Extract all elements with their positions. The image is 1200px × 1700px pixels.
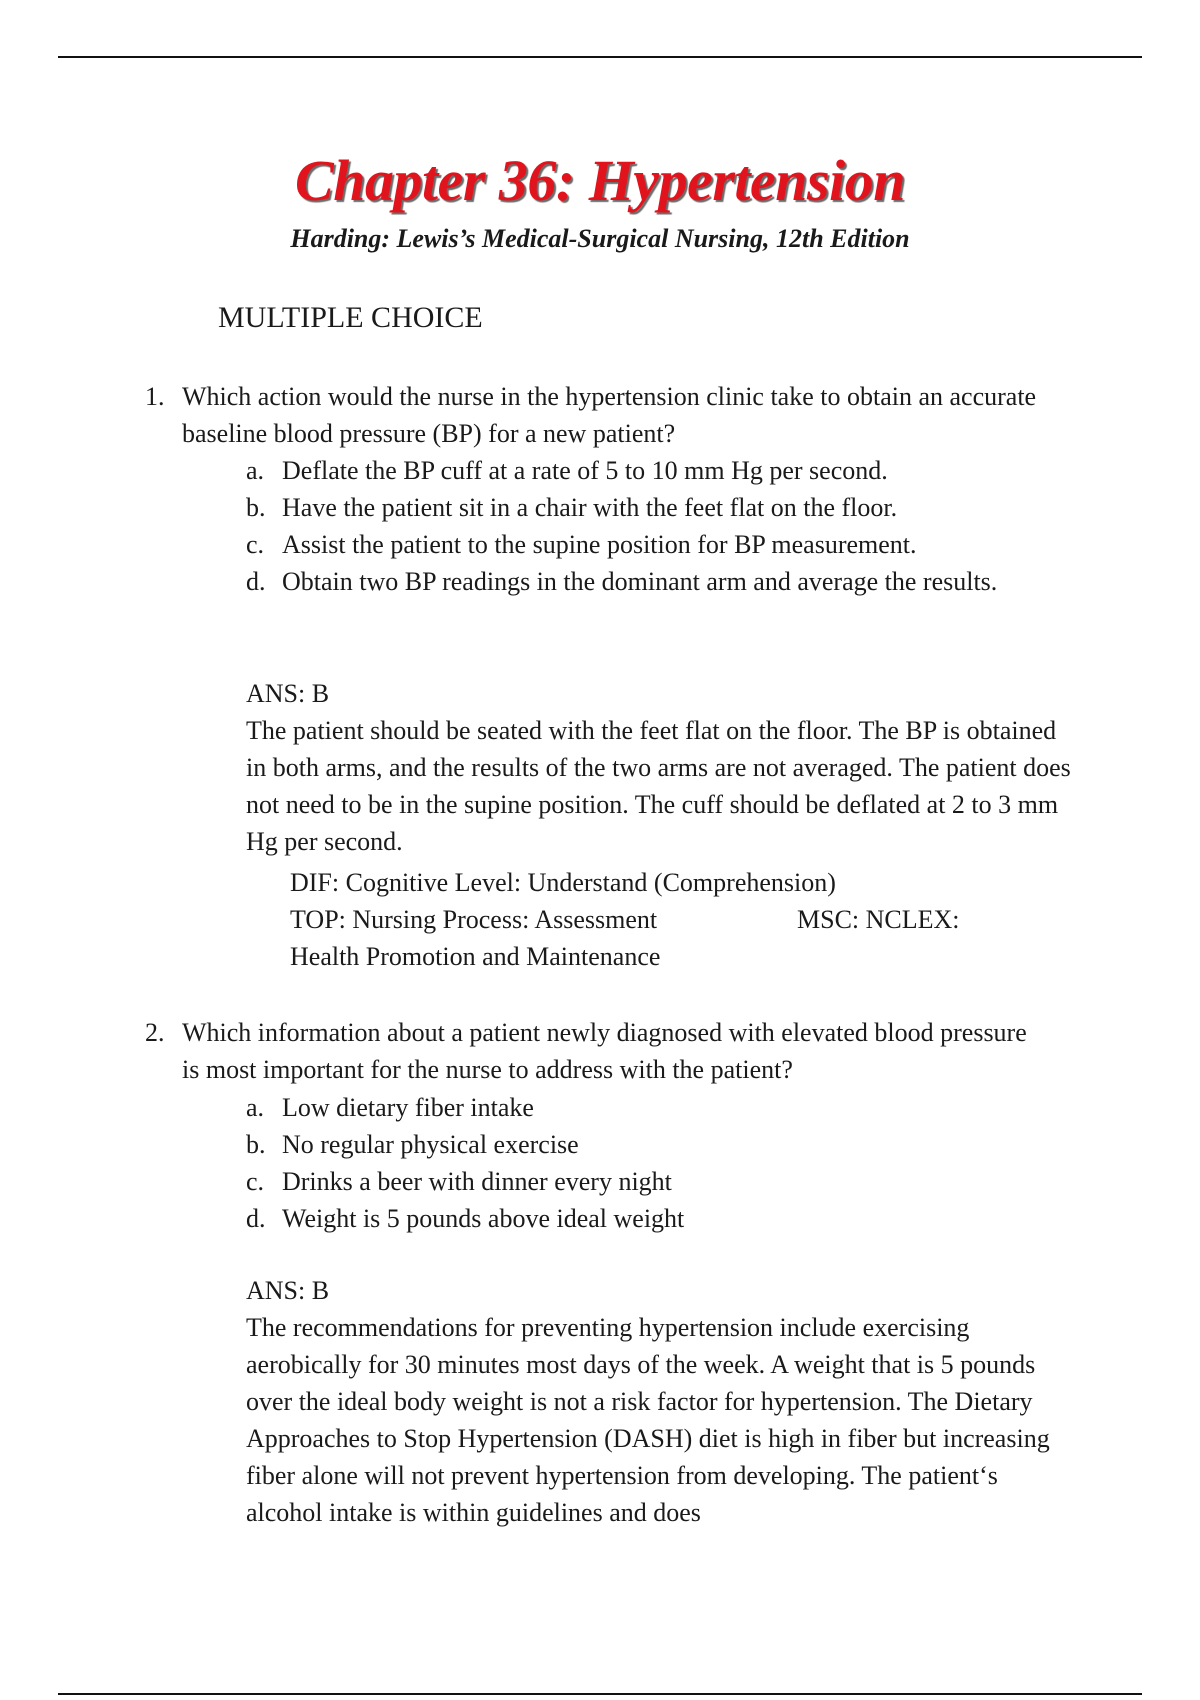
chapter-title: Chapter 36: Hypertension xyxy=(295,148,905,213)
question-2-rationale: The recommendations for preventing hypertension include exercising aerobically for 30 minutes most days of the week. A weight that is 5 pounds over the ideal body weight is not a risk factor for hypertension. The Dietary Approaches to Stop Hypertension (DASH) diet is high in fiber but increasing fiber alone will not prevent hypertension from developing. The patient‘s alcohol intake is within guidelines and does xyxy=(246,1313,1050,1527)
question-2-text: Which information about a patient newly diagnosed with elevated blood pressure is most important for the nurse to address with the patient? xyxy=(182,1018,1027,1084)
question-1-topic: TOP: Nursing Process: Assessment xyxy=(290,905,658,934)
option-text: Assist the patient to the supine position for BP measurement. xyxy=(282,530,917,559)
option-letter: b. xyxy=(246,493,266,522)
option-d xyxy=(246,1200,1006,1237)
option-c xyxy=(246,1163,1006,1200)
question-1-options xyxy=(246,452,1006,600)
option-d xyxy=(246,563,1002,600)
option-letter: d. xyxy=(246,1204,266,1233)
option-a xyxy=(246,452,1006,489)
question-1-rationale: The patient should be seated with the feet flat on the floor. The BP is obtained in both arms, and the results of the two arms are not averaged. The patient does not need to be in the supine position. The cuff should be deflated at 2 to 3 mm Hg per second. xyxy=(246,716,1071,856)
option-text: Weight is 5 pounds above ideal weight xyxy=(282,1204,685,1233)
option-a xyxy=(246,1089,1006,1126)
option-letter: c. xyxy=(246,1167,265,1196)
option-letter: a. xyxy=(246,1093,265,1122)
question-1-msc-continued: Health Promotion and Maintenance xyxy=(290,942,661,971)
question-1-text: Which action would the nurse in the hypertension clinic take to obtain an accurate baseline blood pressure (BP) for a new patient? xyxy=(182,382,1037,448)
question-1-number: 1. xyxy=(145,382,165,411)
question-1-stem xyxy=(145,378,1045,452)
bottom-rule xyxy=(58,1693,1142,1695)
question-2-number: 2. xyxy=(145,1018,165,1047)
option-text: Have the patient sit in a chair with the feet flat on the floor. xyxy=(282,493,898,522)
option-text: No regular physical exercise xyxy=(282,1130,579,1159)
option-letter: b. xyxy=(246,1130,266,1159)
option-text: Deflate the BP cuff at a rate of 5 to 10 mm Hg per second. xyxy=(282,456,888,485)
question-2-answer: ANS: B xyxy=(246,1276,330,1305)
question-2-stem xyxy=(145,1014,1045,1088)
option-letter: c. xyxy=(246,530,265,559)
option-text: Low dietary fiber intake xyxy=(282,1093,534,1122)
option-letter: a. xyxy=(246,456,265,485)
option-text: Drinks a beer with dinner every night xyxy=(282,1167,672,1196)
top-rule xyxy=(58,56,1142,58)
question-1-msc: MSC: NCLEX: xyxy=(797,905,960,934)
section-heading: MULTIPLE CHOICE xyxy=(218,301,483,334)
option-c xyxy=(246,526,1006,563)
question-1-difficulty: DIF: Cognitive Level: Understand (Comprehension) xyxy=(290,868,836,897)
option-b xyxy=(246,489,1006,526)
option-text: Obtain two BP readings in the dominant arm and average the results. xyxy=(282,567,998,596)
option-b xyxy=(246,1126,1006,1163)
question-2-options xyxy=(246,1089,1006,1237)
book-subtitle: Harding: Lewis’s Medical-Surgical Nursing, 12th Edition xyxy=(290,224,910,253)
question-1-answer: ANS: B xyxy=(246,679,330,708)
option-letter: d. xyxy=(246,567,266,596)
